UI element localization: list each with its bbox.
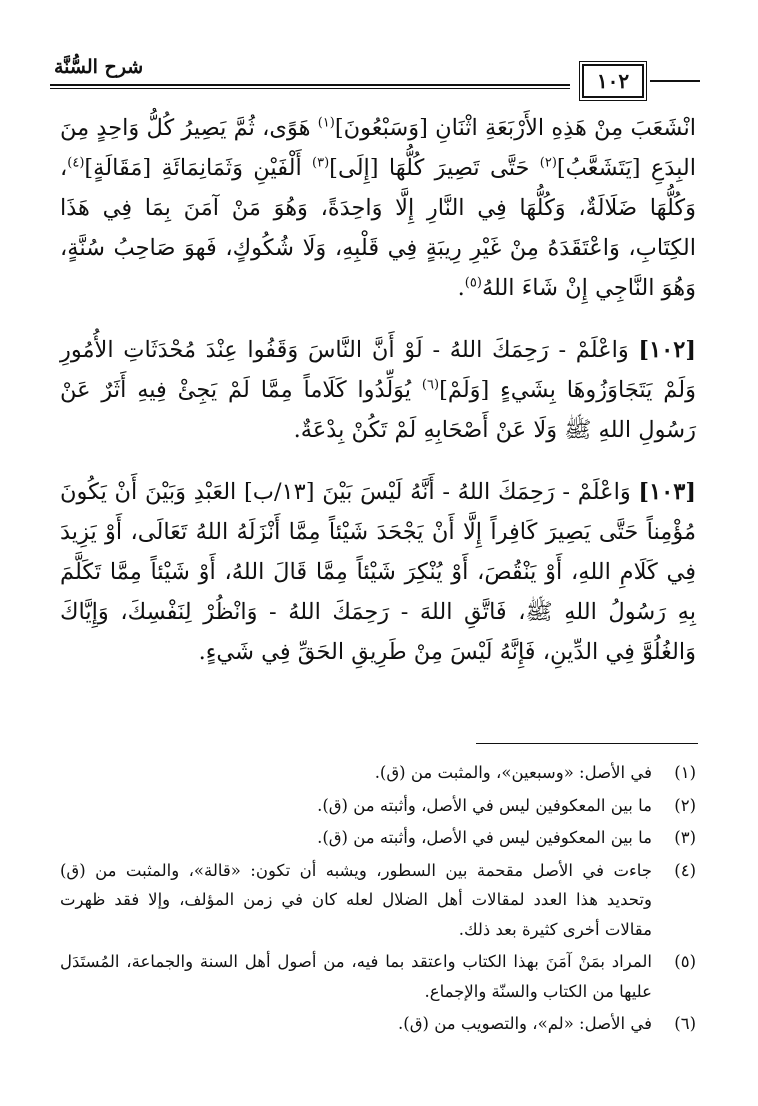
paragraph bbox=[60, 330, 696, 450]
text-run: يُوَلِّدُوا كَلَاماً مِمَّا لَمْ يَجِئْ فِيهِ أَثَرٌ عَنْ رَسُولِ اللهِ ﷺ وَلَا عَنْ أَصْحَابِهِ لَمْ تَكُنْ بِدْعَةٌ. bbox=[60, 377, 696, 443]
footnote-item bbox=[60, 758, 696, 788]
text-run: أَلْفَيْنِ وَثَمَانِمَائَةِ [مَقَالَةٍ] bbox=[84, 155, 313, 181]
page-number: ١٠٢ bbox=[596, 69, 630, 93]
header-rule-tail bbox=[650, 80, 700, 82]
footnote-marker: (٥) bbox=[464, 275, 482, 291]
footnote-text: ما بين المعكوفين ليس في الأصل، وأثبته من (ق). bbox=[317, 828, 652, 847]
paragraph bbox=[60, 472, 696, 672]
footnote-item bbox=[60, 823, 696, 853]
footnote-item bbox=[60, 1009, 696, 1039]
footnote-item bbox=[60, 856, 696, 945]
footnote-text: المراد بمَنْ آمَنَ بهذا الكتاب واعتقد بما فيه، من أصول أهل السنة والجماعة، المُستَدَل عليها من الكتاب والسنّة والإجماع. bbox=[60, 952, 652, 1001]
footnote-number: (٥) bbox=[674, 952, 696, 971]
main-text bbox=[60, 108, 696, 672]
footnote-text: في الأصل: «وسبعين»، والمثبت من (ق). bbox=[374, 763, 652, 782]
footnote-marker: (٤) bbox=[67, 155, 85, 171]
running-header-title: شرح السُّنَّة bbox=[54, 56, 144, 78]
footnote-number: (٤) bbox=[674, 860, 696, 880]
footnote-text: ما بين المعكوفين ليس في الأصل، وأثبته من (ق). bbox=[317, 795, 652, 815]
footnote-number: (١) bbox=[674, 763, 696, 782]
text-run: هَوًى، ثُمَّ يَصِيرُ كُلُّ وَاحِدٍ مِنَ البِدَعِ [يَتَشَعَّبُ] bbox=[60, 115, 696, 181]
section-number: [١٠٣] bbox=[638, 479, 696, 505]
footnote-marker: (٢) bbox=[539, 155, 557, 171]
footnote-number: (٢) bbox=[674, 795, 696, 815]
text-run: وَاعْلَمْ - رَحِمَكَ اللهُ - لَوْ أَنَّ النَّاسَ وَقَفُوا عِنْدَ مُحْدَثَاتِ الأُمُورِ وَلَمْ يَتَجَاوَزُوهَا بِشَيءٍ [وَلَمْ] bbox=[60, 337, 696, 403]
text-run: وَاعْلَمْ - رَحِمَكَ اللهُ - أَنَّهُ لَيْسَ بَيْنَ [١٣/ب] العَبْدِ وَبَيْنَ أَنْ يَكُونَ مُؤْمِناً حَتَّى يَصِيرَ كَافِراً إِلَّا أَنْ يَجْحَدَ شَيْئاً مِمَّا أَنْزَلَهُ اللهُ تَعَالَى، أَوْ يَزِيدَ فِي كَلَامِ اللهِ، أَوْ يَنْقُصَ، أَوْ يُنْكِرَ شَيْئاً مِمَّا قَالَ اللهُ، أَوْ شَيْئاً مِمَّا تَكَلَّمَ بِهِ رَسُولُ اللهِ ﷺ، فَاتَّقِ اللهَ - رَحِمَكَ اللهُ - وَانْظُرْ لِنَفْسِكَ، وَإِيَّاكَ وَالغُلُوَّ فِي الدِّينِ، فَإِنَّهُ لَيْسَ مِنْ طَرِيقِ الحَقِّ فِي شَيءٍ. bbox=[60, 479, 696, 665]
paragraph bbox=[60, 108, 696, 308]
footnote-text: في الأصل: «لم»، والتصويب من (ق). bbox=[398, 1014, 652, 1033]
text-run: ، وَكُلُّهَا ضَلَالَةٌ، وَكُلُّهَا فِي النَّارِ إِلَّا وَاحِدَةً، وَهُوَ مَنْ آمَنَ بِمَا فِي هَذَا الكِتَابِ، وَاعْتَقَدَهُ مِنْ غَيْرِ رِيبَةٍ فِي قَلْبِهِ، وَلَا شُكُوكٍ، فَهوَ صَاحِبُ سُنَّةٍ، وَهُوَ النَّاجِي إِنْ شَاءَ اللهُ bbox=[60, 155, 696, 301]
footnotes bbox=[60, 758, 696, 1042]
text-run: . bbox=[457, 275, 465, 301]
footnote-marker: (١) bbox=[317, 115, 335, 131]
footnote-text: جاءت في الأصل مقحمة بين السطور، ويشبه أن تكون: «قالة»، والمثبت من (ق) وتحديد هذا العدد لمقالات أهل الضلال لعله كان في زمن المؤلف، وإلا فقد ظهرت مقالات أخرى كثيرة بعد ذلك. bbox=[60, 860, 652, 939]
footnote-marker: (٦) bbox=[421, 377, 440, 393]
text-run: حَتَّى تَصِيرَ كُلُّهَا [إِلَى] bbox=[329, 155, 540, 181]
text-run: انْشَعَبَ مِنْ هَذِهِ الأَرْبَعَةِ اثْنَانِ [وَسَبْعُونَ] bbox=[334, 115, 696, 141]
footnote-item bbox=[60, 947, 696, 1006]
footnote-item bbox=[60, 791, 696, 821]
footnote-marker: (٣) bbox=[312, 155, 330, 171]
footnote-number: (٦) bbox=[674, 1014, 696, 1033]
page-number-box bbox=[582, 64, 644, 98]
footnote-separator bbox=[476, 743, 698, 744]
header-rule bbox=[50, 84, 570, 89]
section-number: [١٠٢] bbox=[638, 337, 696, 363]
footnote-number: (٣) bbox=[674, 828, 696, 847]
